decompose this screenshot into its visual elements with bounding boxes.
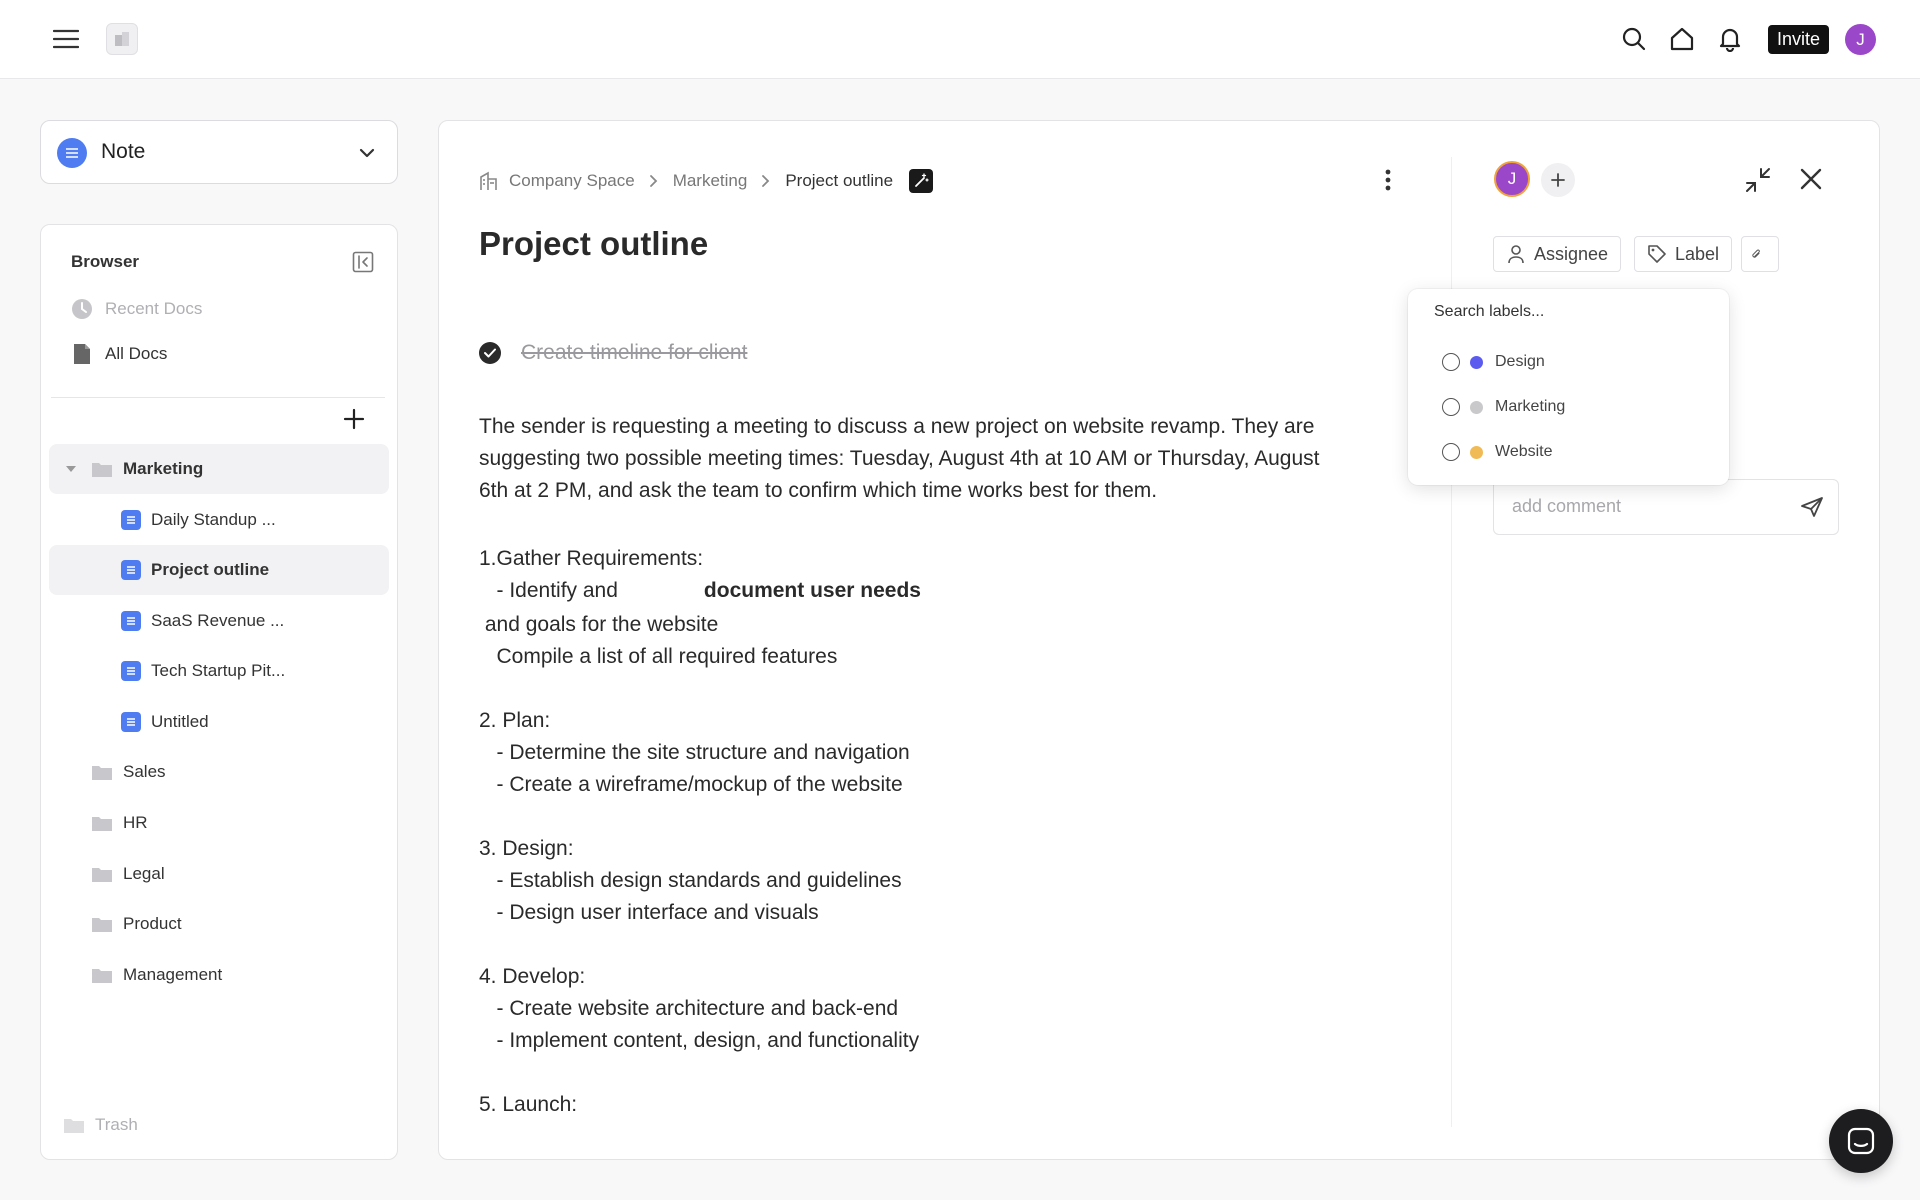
nav-recent-docs[interactable] [71, 296, 202, 322]
close-icon[interactable] [1799, 167, 1823, 191]
note-icon [57, 138, 87, 168]
checkmark-icon[interactable] [479, 342, 501, 364]
minimize-icon[interactable] [1745, 167, 1771, 193]
trash-item[interactable] [63, 1115, 138, 1135]
collapse-sidebar-icon[interactable] [352, 251, 374, 273]
tree-label: Tech Startup Pit... [151, 661, 286, 680]
add-folder-icon[interactable] [343, 408, 365, 430]
label-label: Label [1675, 243, 1720, 264]
user-avatar[interactable]: J [1845, 24, 1876, 55]
tree-folder-management[interactable] [49, 950, 389, 1000]
tree-folder-sales[interactable] [49, 747, 389, 797]
color-dot [1470, 401, 1483, 414]
assigned-user-avatar[interactable]: J [1494, 161, 1530, 197]
home-icon[interactable] [1664, 21, 1700, 57]
invite-button[interactable]: Invite [1768, 25, 1829, 54]
line-text: - Identify and [479, 579, 618, 602]
tree-label: Sales [123, 762, 166, 781]
send-icon[interactable] [1800, 496, 1824, 518]
radio-button[interactable] [1442, 443, 1460, 461]
tree-label: Legal [123, 864, 165, 883]
sidebar-title: Browser [71, 252, 140, 271]
folder-icon [91, 764, 113, 781]
workspace-logo[interactable] [106, 23, 138, 55]
nav-label: Recent Docs [105, 299, 203, 318]
document-icon [121, 560, 141, 580]
label-option-marketing[interactable] [1442, 398, 1565, 416]
tree-folder-product[interactable] [49, 899, 389, 949]
breadcrumb-current: Project outline [785, 171, 894, 190]
folder-icon [91, 967, 113, 984]
building-icon [479, 171, 499, 191]
tag-icon [1647, 244, 1667, 264]
caret-down-icon[interactable] [65, 464, 77, 474]
tree-doc-untitled[interactable] [49, 697, 389, 747]
tree-label: Marketing [123, 459, 204, 478]
menu-icon[interactable] [48, 21, 84, 57]
color-dot [1470, 356, 1483, 369]
comment-placeholder: add comment [1512, 496, 1622, 516]
magic-wand-icon[interactable] [909, 169, 933, 193]
section-line[interactable]: Compile a list of all required features [479, 645, 838, 668]
tree-doc-saas-revenue[interactable] [49, 596, 389, 646]
tree-label: Management [123, 965, 223, 984]
section-line[interactable] [479, 575, 921, 607]
section-heading[interactable]: 1.Gather Requirements: [479, 547, 704, 570]
tree-folder-legal[interactable] [49, 849, 389, 899]
chevron-right-icon [761, 174, 771, 188]
document-panel [438, 120, 1880, 1160]
bold-text: document user needs [703, 579, 921, 602]
chat-launcher-button[interactable] [1829, 1109, 1893, 1173]
browser-sidebar [40, 224, 398, 1160]
document-icon [121, 712, 141, 732]
tree-label: Daily Standup ... [151, 510, 276, 529]
label-option-text: Design [1495, 353, 1545, 370]
person-icon [1506, 244, 1526, 264]
folder-icon [91, 815, 113, 832]
attach-button[interactable] [1741, 236, 1779, 272]
tree-label: HR [123, 813, 148, 832]
clock-icon [71, 298, 93, 320]
label-option-design[interactable] [1442, 353, 1545, 371]
folder-icon [91, 461, 113, 478]
radio-button[interactable] [1442, 353, 1460, 371]
summary-paragraph[interactable]: The sender is requesting a meeting to discuss a new project on website revamp. They are suggesting two possible meeting times: Tuesday, August 4th at 10 AM or Thursday, August 6th at 2 PM, and ask the team to confirm which time works best for them. [479, 415, 1320, 502]
label-option-website[interactable] [1442, 443, 1553, 461]
color-dot [1470, 446, 1483, 459]
tree-label: Untitled [151, 712, 209, 731]
label-button[interactable] [1634, 236, 1732, 272]
document-icon [121, 510, 141, 530]
file-icon [71, 343, 93, 365]
search-icon[interactable] [1616, 21, 1652, 57]
section-plan[interactable]: 2. Plan: - Determine the site structure and navigation - Create a wireframe/mockup of the website [479, 709, 910, 796]
breadcrumb-item[interactable]: Company Space [509, 171, 635, 190]
breadcrumb-item[interactable]: Marketing [672, 171, 748, 190]
nav-label: All Docs [105, 344, 168, 363]
nav-all-docs[interactable] [71, 341, 167, 367]
trash-folder-icon [63, 1117, 85, 1134]
note-type-label: Note [101, 140, 146, 163]
label-dropdown [1408, 289, 1729, 485]
tree-doc-tech-startup[interactable] [49, 646, 389, 696]
folder-icon [91, 916, 113, 933]
todo-item[interactable] [479, 341, 747, 365]
label-search-input[interactable]: Search labels... [1434, 303, 1545, 320]
document-title[interactable]: Project outline [479, 225, 709, 262]
tree-folder-marketing[interactable] [49, 444, 389, 494]
tree-doc-project-outline[interactable] [49, 545, 389, 595]
section-line[interactable]: and goals for the website [479, 613, 719, 636]
add-member-icon[interactable] [1541, 163, 1575, 197]
folder-icon [91, 866, 113, 883]
section-design[interactable]: 3. Design: - Establish design standards and guidelines - Design user interface and visuals [479, 837, 902, 924]
label-option-text: Website [1495, 443, 1553, 460]
assignee-label: Assignee [1534, 243, 1609, 264]
bell-icon[interactable] [1712, 21, 1748, 57]
document-icon [121, 661, 141, 681]
assignee-button[interactable] [1493, 236, 1621, 272]
divider [51, 397, 385, 398]
comment-input[interactable] [1493, 479, 1839, 535]
top-bar [0, 0, 1920, 79]
tree-label: Project outline [151, 560, 270, 579]
document-icon [121, 611, 141, 631]
breadcrumb [479, 169, 933, 193]
radio-button[interactable] [1442, 398, 1460, 416]
section-develop[interactable]: 4. Develop: - Create website architecture and back-end - Implement content, design, and functionality [479, 965, 920, 1052]
label-option-text: Marketing [1495, 398, 1566, 415]
tree-label: SaaS Revenue ... [151, 611, 285, 630]
chevron-right-icon [649, 174, 659, 188]
tree-label: Product [123, 914, 182, 933]
paperclip-icon [1750, 244, 1762, 264]
todo-label: Create timeline for client [521, 341, 748, 364]
tree-doc-daily-standup[interactable] [49, 495, 389, 545]
note-type-select[interactable] [40, 120, 398, 184]
chat-icon [1847, 1127, 1875, 1155]
chevron-down-icon [357, 143, 377, 163]
trash-label: Trash [95, 1115, 138, 1134]
tree-folder-hr[interactable] [49, 798, 389, 848]
section-launch[interactable]: 5. Launch: [479, 1093, 578, 1116]
more-options-icon[interactable] [1384, 168, 1392, 192]
